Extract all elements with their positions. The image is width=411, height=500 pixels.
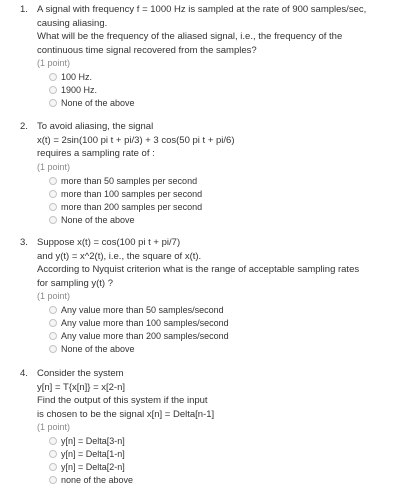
radio-button[interactable] — [49, 306, 57, 314]
radio-button[interactable] — [49, 177, 57, 185]
question-text-line: A signal with frequency f = 1000 Hz is sampled at the rate of 900 samples/sec, — [37, 4, 367, 15]
answer-option[interactable] — [49, 317, 403, 330]
question-text-line: continuous time signal recovered from the samples? — [37, 44, 257, 56]
option-label: y[n] = Delta[3-n] — [61, 436, 125, 446]
points-label: (1 point) — [37, 161, 71, 172]
points-label: (1 point) — [37, 58, 71, 68]
option-label: Any value more than 100 samples/second — [61, 318, 229, 328]
radio-button[interactable] — [49, 190, 57, 198]
answer-options — [49, 435, 403, 487]
answer-option[interactable] — [49, 330, 403, 343]
option-label: none of the above — [61, 475, 134, 485]
question-number: 4. — [20, 368, 28, 379]
option-label: None of the above — [61, 214, 135, 225]
question-text-line: causing aliasing. — [37, 17, 108, 29]
question-text-line: for sampling y(t) ? — [37, 277, 114, 289]
radio-button[interactable] — [49, 332, 57, 340]
option-label: Any value more than 200 samples/second — [61, 331, 229, 341]
question-text-line: According to Nyquist criterion what is the range of acceptable sampling rates — [37, 264, 360, 275]
radio-button[interactable] — [49, 203, 57, 211]
answer-option[interactable] — [49, 200, 403, 213]
question-text-line: Find the output of this system if the input — [37, 395, 208, 406]
answer-option[interactable] — [49, 435, 403, 448]
option-label: y[n] = Delta[2-n] — [61, 462, 125, 472]
answer-option[interactable] — [49, 213, 403, 226]
radio-button[interactable] — [49, 450, 57, 458]
question-body — [37, 367, 403, 487]
option-label: Any value more than 50 samples/second — [61, 305, 224, 315]
points-label: (1 point) — [37, 422, 71, 432]
question-text-line: Suppose x(t) = cos(100 pi t + pi/7) — [37, 237, 181, 248]
answer-option[interactable] — [49, 97, 403, 110]
answer-options — [49, 304, 403, 356]
question-text-line: and y(t) = x^2(t), i.e., the square of x(t). — [37, 250, 202, 262]
option-label: 100 Hz. — [61, 72, 93, 82]
question-text-line: Consider the system — [37, 368, 124, 379]
question-text-line: requires a sampling rate of : — [37, 148, 155, 159]
option-label: y[n] = Delta[1-n] — [61, 449, 125, 459]
answer-option[interactable] — [49, 474, 403, 487]
question-number: 2. — [20, 121, 28, 132]
option-label: more than 100 samples per second — [61, 188, 203, 199]
answer-option[interactable] — [49, 448, 403, 461]
question-body — [37, 236, 403, 356]
answer-option[interactable] — [49, 71, 403, 84]
answer-option[interactable] — [49, 461, 403, 474]
option-label: more than 50 samples per second — [61, 175, 198, 186]
question-text-line: y[n] = T{x[n]} = x[2-n] — [37, 381, 126, 393]
radio-button[interactable] — [49, 86, 57, 94]
answer-option[interactable] — [49, 343, 403, 356]
question-number: 3. — [20, 237, 28, 248]
radio-button[interactable] — [49, 463, 57, 471]
question-body — [37, 3, 403, 110]
answer-option[interactable] — [49, 84, 403, 97]
radio-button[interactable] — [49, 345, 57, 353]
answer-option[interactable] — [49, 174, 403, 187]
answer-options — [49, 71, 403, 110]
radio-button[interactable] — [49, 437, 57, 445]
answer-options — [49, 174, 403, 226]
answer-option[interactable] — [49, 187, 403, 200]
option-label: None of the above — [61, 344, 135, 354]
option-label: more than 200 samples per second — [61, 201, 203, 212]
points-label: (1 point) — [37, 291, 71, 301]
question-text-line: What will be the frequency of the aliased signal, i.e., the frequency of the — [37, 31, 343, 42]
answer-option[interactable] — [49, 304, 403, 317]
radio-button[interactable] — [49, 476, 57, 484]
radio-button[interactable] — [49, 216, 57, 224]
option-label: None of the above — [61, 98, 135, 108]
radio-button[interactable] — [49, 319, 57, 327]
question-text-line: is chosen to be the signal x[n] = Delta[n-1] — [37, 408, 215, 420]
question-text-line: To avoid aliasing, the signal — [37, 121, 154, 132]
question-number: 1. — [20, 4, 28, 15]
radio-button[interactable] — [49, 73, 57, 81]
question-text-line: x(t) = 2sin(100 pi t + pi/3) + 3 cos(50 pi t + pi/6) — [37, 134, 235, 146]
radio-button[interactable] — [49, 99, 57, 107]
question-body — [37, 120, 403, 226]
option-label: 1900 Hz. — [61, 85, 98, 95]
